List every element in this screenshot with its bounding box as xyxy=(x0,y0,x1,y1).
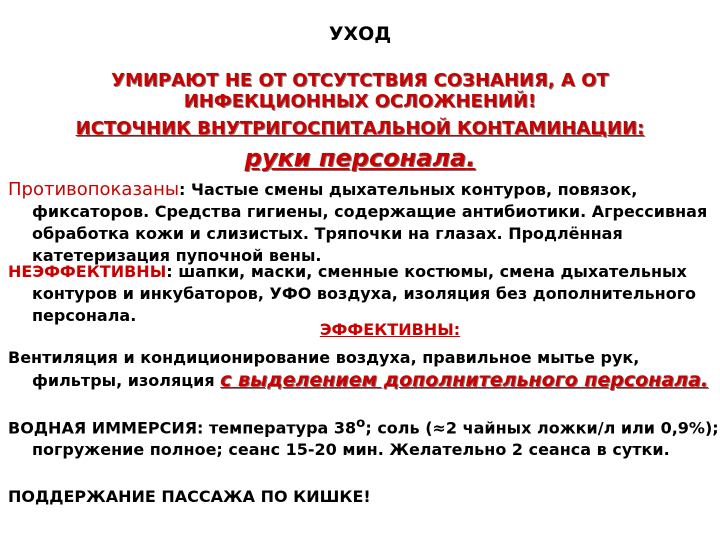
immersion-paragraph xyxy=(8,413,720,461)
ineffective-label: НЕЭФФЕКТИВНЫ xyxy=(8,262,167,281)
main-heading xyxy=(0,70,720,112)
ventilation-highlight: с выделением дополнительного персонала. xyxy=(220,369,709,391)
contraindicated-label: Противопоказаны xyxy=(8,179,180,200)
ineffective-paragraph xyxy=(8,261,720,327)
main-heading-line1: УМИРАЮТ НЕ ОТ ОТСУТСТВИЯ СОЗНАНИЯ, А ОТ xyxy=(111,70,609,91)
effective-heading xyxy=(0,320,720,339)
slide-title: УХОД xyxy=(328,23,392,45)
ineffective-text: : шапки, маски, сменные костюмы, смена дыхательных контуров и инкубаторов, УФО воздуха, изоляция без дополнительного персонала. xyxy=(32,262,697,325)
immersion-part2: ; соль (≈2 чайных ложки/л или 0,9%); погружение полное; сеанс 15-20 мин. Желательно 2 сеанса в сутки. xyxy=(32,418,719,460)
contraindicated-text: : Частые смены дыхательных контуров, повязок, фиксаторов. Средства гигиены, содержащие антибиотики. Агрессивная обработка кожи и слизистых. Тряпочки на глазах. Продлённая катетеризация пупочной вены. xyxy=(32,180,708,265)
immersion-degree: о xyxy=(356,416,366,431)
staff-hands-suffix: . xyxy=(466,144,476,172)
main-heading-line2: ИНФЕКЦИОННЫХ ОСЛОЖНЕНИЙ! xyxy=(183,91,537,112)
staff-hands-text: руки персонала xyxy=(244,144,467,172)
ventilation-text: Вентиляция и кондиционирование воздуха, правильное мытье рук, фильтры, изоляция xyxy=(8,348,640,390)
effective-heading-text: ЭФФЕКТИВНЫ: xyxy=(319,320,461,339)
contraindicated-paragraph xyxy=(8,179,720,267)
staff-hands-line xyxy=(0,144,720,172)
ventilation-paragraph xyxy=(8,347,720,392)
immersion-part1: ВОДНАЯ ИММЕРСИЯ: температура 38 xyxy=(8,418,357,438)
contamination-source-heading: ИСТОЧНИК ВНУТРИГОСПИТАЛЬНОЙ КОНТАМИНАЦИИ: xyxy=(75,118,645,139)
bowel-paragraph: ПОДДЕРЖАНИЕ ПАССАЖА ПО КИШКЕ! xyxy=(8,487,371,506)
